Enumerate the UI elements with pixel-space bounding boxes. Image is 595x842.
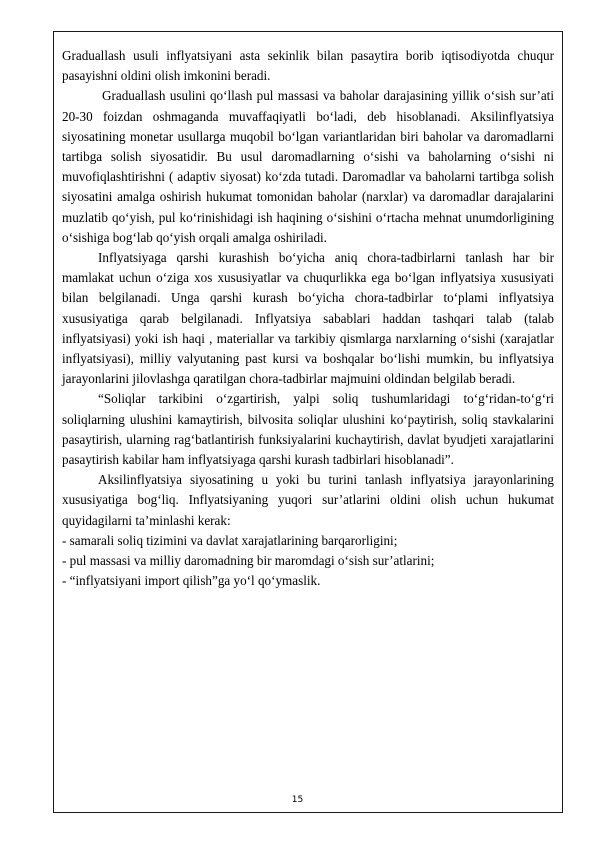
paragraph-3: Inflyatsiyaga qarshi kurashish bo‘yicha aniq chora-tadbirlarni tanlash har bir mamlakat uchun o‘ziga xos xususiyatlar va chuqurlikka ega bo‘lgan inflyatsiya xususiyati bilan belgilanadi. Unga qarshi kurash bo‘yicha chora-tadbirlar to‘plami inflyatsiya xususiyatiga qarab belgilanadi. Inflyatsiya sabablari haddan tashqari talab (talab inflyatsiyasi) yoki ish haqi , materiallar va tarkibiy qismlarga narxlarning o‘sishi (xarajatlar inflyatsiyasi), milliy valyutaning past kursi va boshqalar bo‘lishi mumkin, bu inflyatsiya jarayonlarini jilovlashga qaratilgan chora-tadbirlar majmuini oldindan belgilab beradi. [62,250,554,387]
page-number: 15 [291,795,304,805]
paragraph-2: Graduallash usulini qo‘llash pul massasi va baholar darajasining yillik o‘sish sur’ati 20-30 foizdan oshmaganda muvaffaqiyatli bo‘ladi, deb hisoblanadi. Aksilinflyatsiya siyosatining monetar usullarga muqobil bo‘lgan variantlaridan biri baholar va daromadlarni tartibga solish siyosatidir. Bu usul daromadlarning o‘sishi va baholarning o‘sishi ni muvofiqlashtirishni ( adaptiv siyosat) ko‘zda tutadi. Daromadlar va baholarni tartibga solish siyosatini amalga oshirish hukumat tomonidan baholar (narxlar) va daromadlar darajalarini muzlatib qo‘yish, pul ko‘rinishidagi ish haqining o‘sishini o‘rtacha mehnat unumdorligining o‘sishiga bog‘lab qo‘yish orqali amalga oshiriladi. [62,88,554,245]
list-item: - samarali soliq tizimini va davlat xarajatlarining barqarorligini; [62,532,398,548]
paragraph-1: Graduallash usuli inflyatsiyani asta sekinlik bilan pasaytira borib iqtisodiyotda chuqur pasayishni oldini olish imkonini beradi. [62,48,554,84]
list-item: - “inflyatsiyani import qilish”ga yo‘l qo‘ymaslik. [62,573,321,589]
document-body [62,46,554,591]
paragraph-5: Aksilinflyatsiya siyosatining u yoki bu turini tanlash inflyatsiya jarayonlarining xususiyatiga bog‘liq. Inflyatsiyaning yuqori sur’atlarini oldini olish uchun hukumat quyidagilarni ta’minlashi kerak: [62,472,554,528]
paragraph-4: “Soliqlar tarkibini o‘zgartirish, yalpi soliq tushumlaridagi to‘g‘ridan-to‘g‘ri soliqlarning ulushini kamaytirish, bilvosita soliqlar ulushini ko‘paytirish, soliq stavkalarini pasaytirish, ularning rag‘batlantirish funksiyalarini kuchaytirish, davlat byudjeti xarajatlarini pasaytirish kabilar ham inflyatsiyaga qarshi kurash tadbirlari hisoblanadi”. [62,391,554,468]
list-item: - pul massasi va milliy daromadning bir maromdagi o‘sish sur’atlarini; [62,553,435,569]
